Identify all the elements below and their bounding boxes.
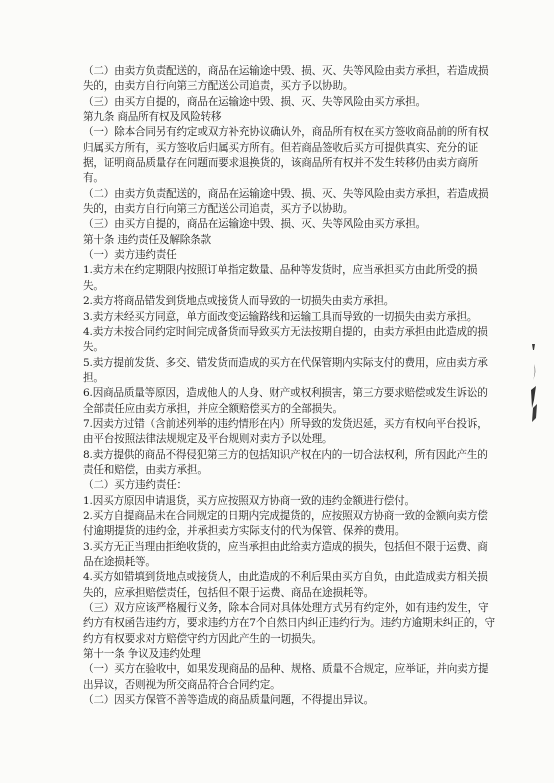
section-heading: 第十一条 争议及违约处理 (83, 648, 201, 661)
paragraph: 4.买方如错填到货地点或接货人，由此造成的不利后果由买方自负，由此造成卖方相关损失的，应承担赔偿责任，包括但不限于运费、商品在途损耗等。 (83, 571, 488, 599)
paragraph: 2.买方自提商品未在合同规定的日期内完成提货的，应按照双方协商一致的金额向卖方偿付逾期提货的违约金，并承担卖方实际支付的代为保管、保养的费用。 (83, 509, 488, 538)
paragraph: 2.卖方将商品错发到货地点或接货人而导致的一切损失由卖方承担。 (83, 295, 395, 308)
paragraph: （一）买方在验收中，如果发现商品的品种、规格、质量不合规定，应举证，并向卖方提出异议，否则视为所交商品符合合同约定。 (83, 663, 489, 691)
section-heading: 第十条 违约责任及解除条款 (83, 233, 211, 246)
paragraph: 3.买方无正当理由拒绝收货的，应当承担由此给卖方造成的损失，包括但不限于运费、商品在途损耗等。 (83, 540, 488, 568)
paragraph: 1.卖方未在约定期限内按照订单指定数量、品种等发货时，应当承担买方由此所受的损失。 (83, 264, 478, 292)
paragraph: （一）除本合同另有约定或双方补充协议确认外，商品所有权在买方签收商品前的所有权归属买方所有，买方签收后归属买方所有。但若商品签收后买方可提供真实、充分的证据，证明商品质量存在问题而要求退换货的，该商品所有权并不发生转移仍由卖方商所有。 (83, 126, 489, 185)
paragraph: （三）双方应该严格履行义务，除本合同对具体处理方式另有约定外，如有违约发生，守约方有权函告违约方，要求违约方在7个自然日内纠正违约行为。违约方逾期未纠正的，守约方有权要求对方赔偿守约方因此产生的一切损失。 (83, 602, 495, 645)
paragraph: （二）由卖方负责配送的，商品在运输途中毁、损、灭、失等风险由卖方承担，若造成损失的，由卖方自行向第三方配送公司追责，买方予以协助。 (83, 187, 489, 216)
paragraph: （二）由卖方负责配送的，商品在运输途中毁、损、灭、失等风险由卖方承担，若造成损失的，由卖方自行向第三方配送公司追责，买方予以协助。 (83, 65, 489, 93)
paragraph: 5.卖方提前发货、多交、错发货而造成的买方在代保管期内实际支付的费用，应由卖方承担。 (83, 356, 488, 384)
paragraph: （二）因买方保管不善等造成的商品质量问题，不得提出异议。 (83, 694, 375, 707)
paragraph: 7.因卖方过错（含前述列举的违约情形在内）所导致的发货迟延，买方有权向平台投诉，由平台按照法律法规规定及平台规则对卖方予以处理。 (83, 417, 488, 446)
subsection-heading: （一）卖方违约责任 (83, 249, 177, 262)
scan-edge-marks (524, 0, 554, 783)
paragraph: 3.卖方未经买方同意，单方面改变运输路线和运输工具而导致的一切损失由卖方承担。 (83, 310, 478, 323)
paragraph: （三）由买方自提的，商品在运输途中毁、损、灭、失等风险由买方承担。 (83, 95, 426, 108)
paragraph: 6.因商品质量等原因，造成他人的人身、财产或权利损害，第三方要求赔偿或发生诉讼的全部责任应由卖方承担，并应全额赔偿买方的全部损失。 (83, 387, 488, 415)
section-heading: 第九条 商品所有权及风险转移 (83, 111, 222, 124)
contract-text-page (83, 64, 495, 708)
paragraph: 8.卖方提供的商品不得侵犯第三方的包括知识产权在内的一切合法权利，所有因此产生的责任和赔偿，由卖方承担。 (83, 448, 488, 476)
paragraph: 1.因买方原因申请退货，买方应按照双方协商一致的违约金额进行偿付。 (83, 494, 415, 507)
subsection-heading: （二）买方违约责任： (83, 479, 187, 492)
paragraph: 4.卖方未按合同约定时间完成备货而导致买方无法按期自提的，由卖方承担由此造成的损失。 (83, 325, 488, 354)
paragraph: （三）由买方自提的，商品在运输途中毁、损、灭、失等风险由买方承担。 (83, 218, 426, 231)
